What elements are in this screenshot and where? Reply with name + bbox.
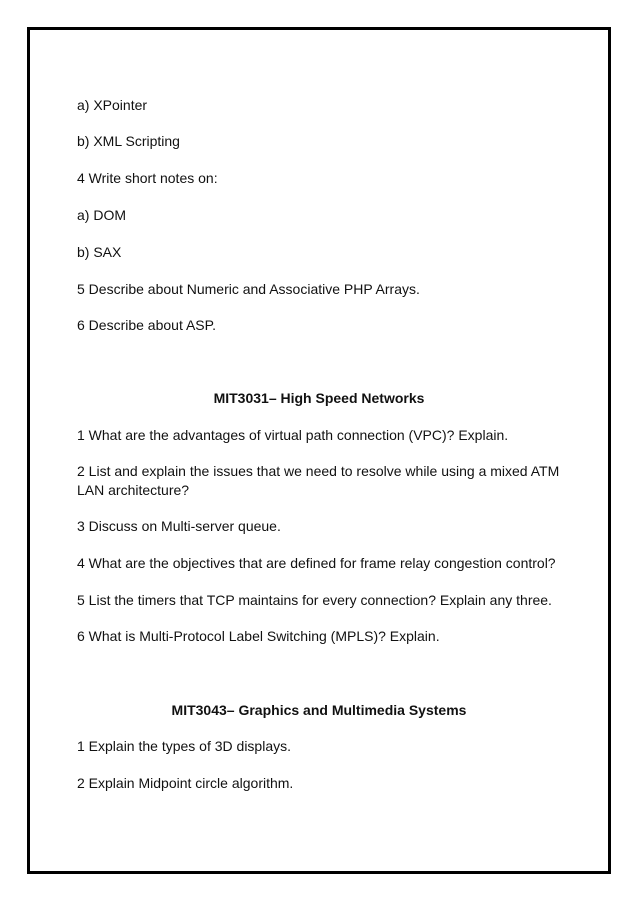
question-item: b) XML Scripting: [77, 133, 180, 149]
question-item: 4 What are the objectives that are defined for frame relay congestion control?: [77, 555, 556, 571]
question-item: a) DOM: [77, 207, 126, 223]
question-item: 2 Explain Midpoint circle algorithm.: [77, 775, 294, 791]
section-heading: MIT3043– Graphics and Multimedia Systems: [171, 702, 467, 718]
question-item: 1 What are the advantages of virtual path connection (VPC)? Explain.: [77, 427, 509, 443]
question-item: 2 List and explain the issues that we need to resolve while using a mixed ATM LAN architecture?: [77, 463, 560, 498]
question-item: b) SAX: [77, 244, 122, 260]
question-item: 1 Explain the types of 3D displays.: [77, 738, 292, 754]
question-item: 5 List the timers that TCP maintains for every connection? Explain any three.: [77, 592, 552, 608]
section-heading: MIT3031– High Speed Networks: [213, 390, 425, 406]
question-item: 6 What is Multi-Protocol Label Switching (MPLS)? Explain.: [77, 628, 440, 644]
question-item: a) XPointer: [77, 97, 148, 113]
question-item: 6 Describe about ASP.: [77, 317, 217, 333]
question-item: 5 Describe about Numeric and Associative PHP Arrays.: [77, 281, 420, 297]
question-item: 4 Write short notes on:: [77, 170, 218, 186]
question-item: 3 Discuss on Multi-server queue.: [77, 518, 281, 534]
